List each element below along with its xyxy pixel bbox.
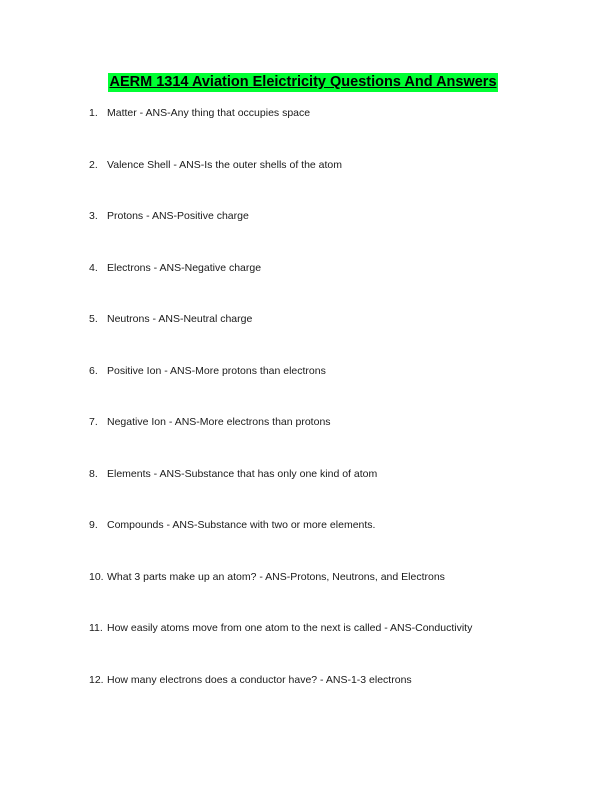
- item-number: 3.: [89, 210, 98, 222]
- document-title: AERM 1314 Aviation Eleictricity Questions And Answers: [109, 74, 497, 90]
- item-text: Neutrons - ANS-Neutral charge: [107, 313, 253, 325]
- item-text: Protons - ANS-Positive charge: [107, 210, 249, 222]
- list-item: [0, 261, 606, 313]
- item-number: 10.: [89, 570, 104, 583]
- item-text: Valence Shell - ANS-Is the outer shells of the atom: [107, 158, 343, 171]
- list-item: [0, 158, 606, 210]
- item-text: Compounds - ANS-Substance with two or more elements.: [107, 519, 376, 531]
- list-item: [0, 312, 606, 364]
- list-item: [0, 570, 606, 622]
- list-item: [0, 673, 606, 725]
- item-number: 12.: [89, 673, 104, 686]
- item-number: 4.: [89, 261, 98, 274]
- item-text: Electrons - ANS-Negative charge: [107, 261, 262, 274]
- item-number: 5.: [89, 313, 98, 325]
- list-item: [0, 364, 606, 416]
- item-text: What 3 parts make up an atom? - ANS-Protons, Neutrons, and Electrons: [107, 570, 445, 583]
- item-text: Matter - ANS-Any thing that occupies space: [107, 107, 311, 119]
- item-number: 9.: [89, 519, 98, 531]
- list-item: [0, 467, 606, 519]
- item-number: 11.: [89, 622, 103, 634]
- item-number: 6.: [89, 364, 98, 377]
- item-number: 8.: [89, 467, 98, 480]
- list-item: [0, 415, 606, 467]
- item-number: 7.: [89, 416, 98, 428]
- item-number: 1.: [89, 107, 98, 119]
- item-text: How easily atoms move from one atom to the next is called - ANS-Conductivity: [107, 622, 473, 634]
- item-text: Positive Ion - ANS-More protons than electrons: [107, 364, 326, 377]
- item-text: Negative Ion - ANS-More electrons than protons: [107, 416, 331, 428]
- list-item: [0, 518, 606, 570]
- qa-list: [0, 106, 606, 724]
- item-text: How many electrons does a conductor have? - ANS-1-3 electrons: [107, 673, 412, 686]
- item-text: Elements - ANS-Substance that has only one kind of atom: [107, 467, 378, 480]
- title-container: [0, 73, 606, 92]
- item-number: 2.: [89, 158, 98, 171]
- list-item: [0, 106, 606, 158]
- list-item: [0, 621, 606, 673]
- list-item: [0, 209, 606, 261]
